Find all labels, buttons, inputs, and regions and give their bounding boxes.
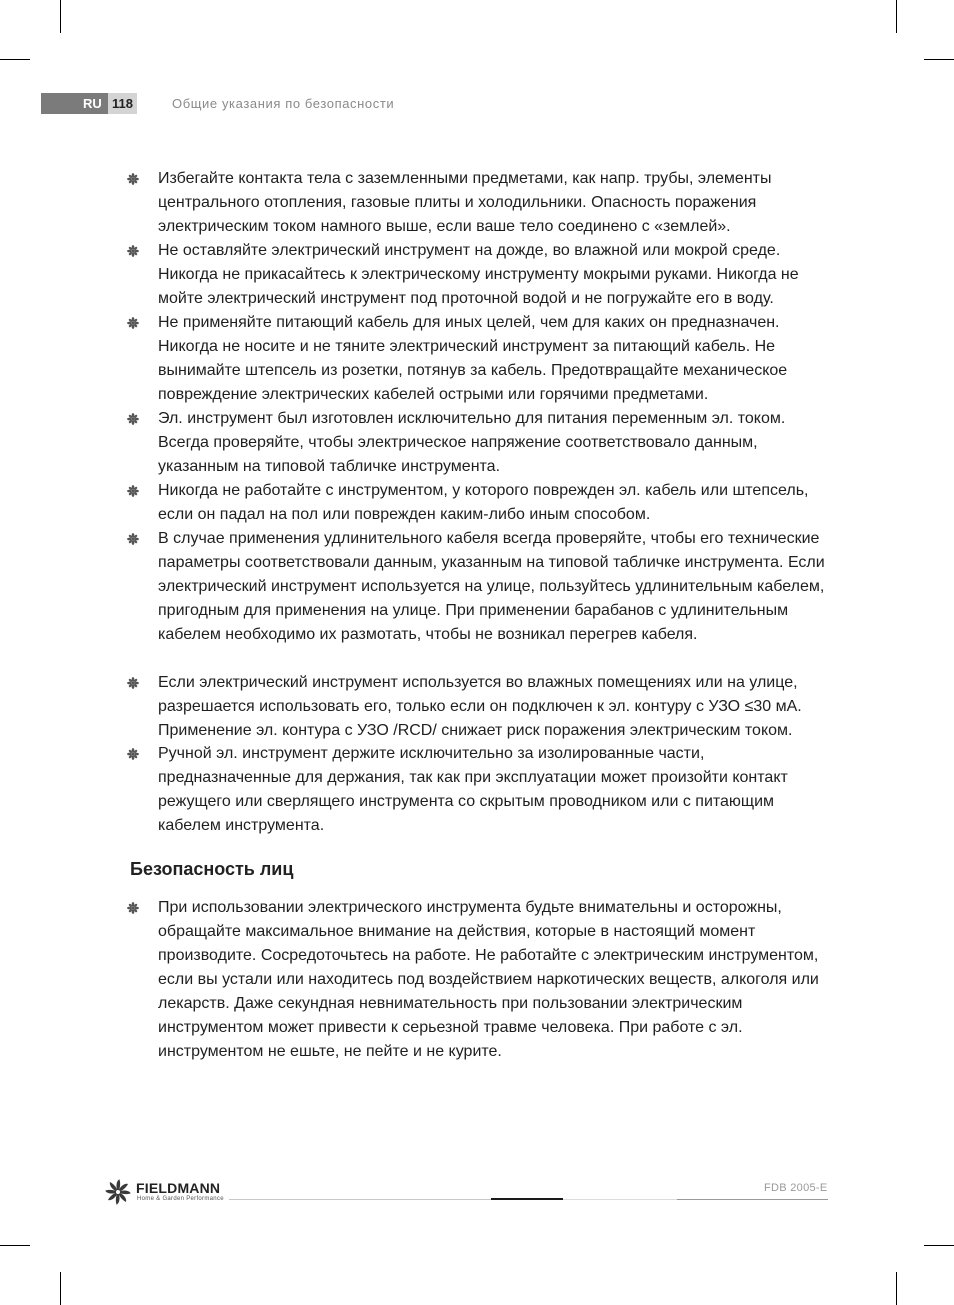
list-item-text: При использовании электрического инструмента будьте внимательны и осторожны, обращайте максимальное внимание на действия, которые в настоящий момент производите. Сосредоточьтесь на работе. Не работайте с электрическим инструментом, если вы устали или находитесь под воздействием наркотических веществ, алкоголя или лекарств. Даже секундная невнимательность при пользовании электрическим инструментом может привести к серьезной травме человека. При работе с эл. инструментом не ешьте, не пейте и не курите.	[158, 899, 819, 1060]
list-item-text: Избегайте контакта тела с заземленными предметами, как напр. трубы, элементы центрального отопления, газовые плиты и холодильники. Опасность поражения электрическим током намного выше, если ваше тело соединено с «землей».	[158, 170, 772, 235]
list-item	[158, 742, 830, 838]
list-item-text: Не оставляйте электрический инструмент на дожде, во влажной или мокрой среде. Никогда не прикасайтесь к электрическому инструменту мокрыми руками. Никогда не мойте электрический инструмент под проточной водой и не погружайте его в воду.	[158, 242, 799, 307]
list-item	[158, 167, 830, 239]
page-number: 118	[108, 93, 137, 114]
list-item-text: В случае применения удлинительного кабеля всегда проверяйте, чтобы его технические параметры соответствовали данным, указанным на типовой табличке инструмента. Если электрический инструмент используется на улице, пользуйтесь удлинительным кабелем, пригодным для применения на улице. При применении барабанов с удлинительным кабелем необходимо их размотать, чтобы не возникал перегрев кабеля.	[158, 530, 825, 643]
asterisk-flower-icon	[127, 317, 139, 329]
brand-tagline: Home & Garden Performance	[137, 1196, 224, 1202]
crop-mark	[60, 1272, 61, 1305]
asterisk-flower-icon	[127, 413, 139, 425]
asterisk-flower-icon	[127, 902, 139, 914]
footer-rule	[563, 1199, 677, 1200]
list-item-text: Не применяйте питающий кабель для иных целей, чем для каких он предназначен. Никогда не носите и не тяните электрический инструмент за питающий кабель. Не вынимайте штепсель из розетки, потянув за кабель. Предотвращайте механическое повреждение электрических кабелей острыми или горячими предметами.	[158, 314, 788, 403]
brand-name: FIELDMANN	[136, 1180, 221, 1196]
list-item	[158, 671, 830, 743]
section-heading: Безопасность лиц	[130, 859, 294, 879]
crop-mark	[924, 59, 954, 60]
fan-logo-icon	[104, 1178, 132, 1206]
asterisk-flower-icon	[127, 485, 139, 497]
language-badge: RU	[41, 93, 109, 114]
list-item-text: Никогда не работайте с инструментом, у которого поврежден эл. кабель или штепсель, если он падал на пол или поврежден каким-либо иным способом.	[158, 482, 809, 523]
crop-mark	[896, 0, 897, 33]
asterisk-flower-icon	[127, 245, 139, 257]
crop-mark	[896, 1272, 897, 1305]
list-item-text: Эл. инструмент был изготовлен исключительно для питания переменным эл. током. Всегда проверяйте, чтобы электрическое напряжение соответствовало данным, указанным на типовой табличке инструмента.	[158, 410, 786, 475]
asterisk-flower-icon	[127, 677, 139, 689]
header-section-title: Общие указания по безопасности	[172, 96, 395, 111]
list-item	[158, 311, 830, 407]
crop-mark	[0, 1245, 30, 1246]
list-item-text: Если электрический инструмент используется во влажных помещениях или на улице, разрешается использовать его, только если он подключен к эл. контуру с УЗО ≤30 мА. Применение эл. контура с УЗО /RCD/ снижает риск поражения электрическим током.	[158, 674, 802, 739]
list-item	[158, 527, 830, 647]
brand-logo	[104, 1178, 229, 1206]
model-number: FDB 2005-E	[764, 1182, 828, 1194]
asterisk-flower-icon	[127, 748, 139, 760]
crop-mark	[0, 59, 30, 60]
crop-mark	[924, 1245, 954, 1246]
footer-rule-accent	[491, 1198, 563, 1200]
footer-rule	[229, 1199, 491, 1200]
list-item	[158, 239, 830, 311]
asterisk-flower-icon	[127, 533, 139, 545]
footer-rule	[677, 1199, 828, 1200]
list-item	[158, 407, 830, 479]
list-item-text: Ручной эл. инструмент держите исключительно за изолированные части, предназначенные для держания, так как при эксплуатации может произойти контакт режущего или сверлящего инструмента со скрытым проводником или с питающим кабелем инструмента.	[158, 745, 788, 834]
list-item	[158, 479, 830, 527]
asterisk-flower-icon	[127, 173, 139, 185]
crop-mark	[60, 0, 61, 33]
list-item	[158, 896, 830, 1064]
